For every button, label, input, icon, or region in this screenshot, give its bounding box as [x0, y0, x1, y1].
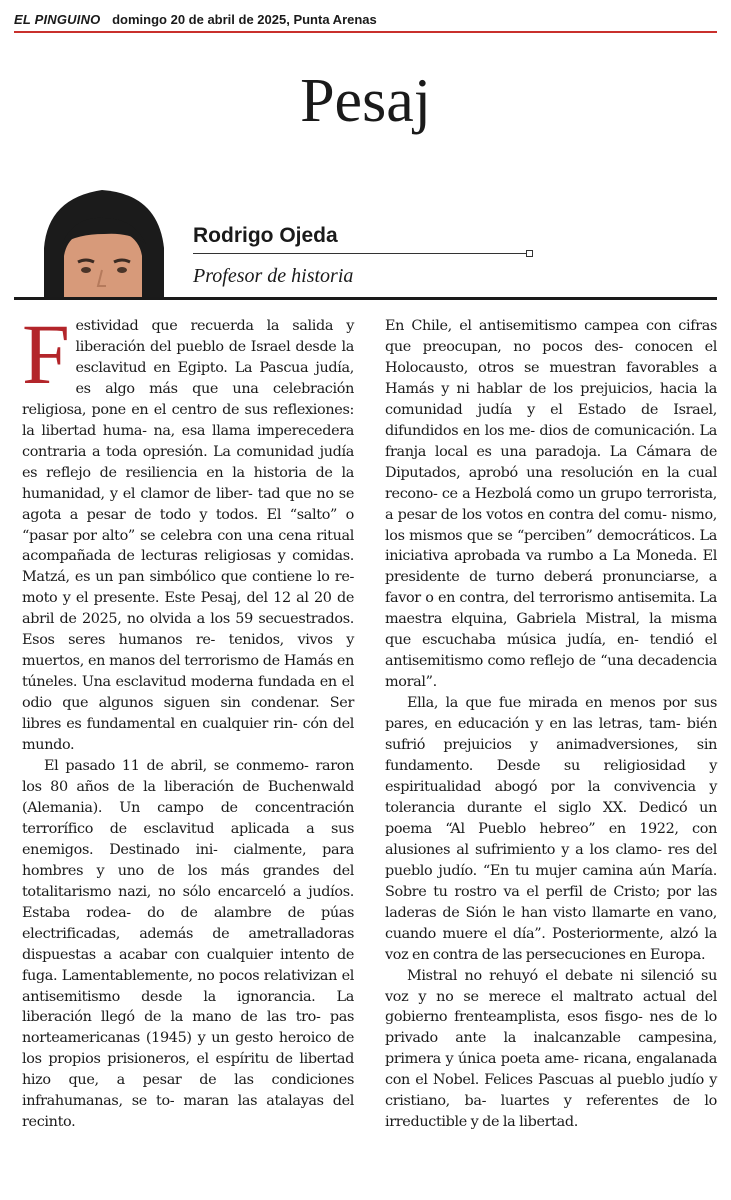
author-role: Profesor de historia [193, 265, 354, 287]
masthead-rule [14, 31, 717, 33]
article-paragraph: Mistral no rehuyó el debate ni silenció su voz y no se merece el maltrato actual del gobierno frenteamplista, esos fisgo- nes de lo privado ante la inalcanzable campesina, primera y única poeta ame- ricana, engalanada con el Nobel. Felices Pascuas al pueblo judío y cristiano, ba- luartes y referentes de lo irreductible y de la libertad. [385, 967, 717, 1131]
author-divider [193, 253, 527, 254]
dateline: domingo 20 de abril de 2025, Punta Arenas [112, 12, 377, 27]
article-paragraph: Ella, la que fue mirada en menos por sus pares, en educación y en las letras, tam- bién sufrió prejuicios y animadversiones, sin fundamento. Desde su religiosidad y espiritualidad abogó por la convivencia y tolerancia durante el siglo XX. Dedicó un poema “Al Pueblo hebreo” en 1922, con alusiones al sufrimiento y a los clamo- res del pueblo judío. “En tu mujer camina aún María. Sobre tu rostro va el perfil de Cristo; por las laderas de Sión le han visto llamarte en vano, cuando muere el día”. Posteriormente, alzó la voz en contra de las persecuciones en Europa. [385, 695, 717, 963]
newspaper-brand: EL PINGUINO [14, 12, 101, 27]
article-paragraph: El pasado 11 de abril, se conmemo- raron los 80 años de la liberación de Buchenwald (Alemania). Un campo de concentración terrorífico de esclavitud aplicada a sus enemigos. Destinado ini- cialmente, para hombres y uno de los más grandes del totalitarismo nazi, no sólo encarceló a judíos. Estaba rodea- do de alambre de púas electrificadas, además de ametralladoras dispuestas a acabar con cualquier intento de fuga. Lamentablemente, no pocos relativizan el antisemitismo desde la ignorancia. La liberación llegó de la mano de las tro- pas norteamericanas (1945) y un gesto heroico de los propios prisioneros, el espíritu de libertad hizo que, a pesar de las condiciones infrahumanas, se to- maran las atalayas del recinto. [22, 758, 354, 1131]
author-portrait [34, 178, 170, 298]
author-divider-end [526, 250, 533, 257]
paragraph-text: estividad que recuerda la salida y liberación del pueblo de Israel desde la esclavitud en Egipto. La Pascua judía, es algo más que una celebración religiosa, pone en el centro de sus reflexiones: la libertad huma- na, esa llama imperecedera contraria a toda opresión. La comunidad judía es reflejo de resiliencia en la historia de la humanidad, y el clamor de liber- tad que no se agota a pesar de todo y todos. El “salto” o “pasar por alto” se celebra con una cena ritual acompañada de lecturas religiosas y comidas. Matzá, es un pan simbólico que contiene lo re- moto y el presente. Este Pesaj, del 12 al 20 de abril de 2025, no olvida a los 59 secuestrados. Esos seres humanos re- tenidos, vivos y muertos, en manos del terrorismo de Hamás en túneles. Una esclavitud moderna fundada en el odio que algunos siguen sin condenar. Ser libres es fundamental en cualquier rin- cón del mundo. [22, 318, 354, 754]
header-rule [14, 297, 717, 300]
author-name: Rodrigo Ojeda [193, 224, 338, 247]
article-paragraph: En Chile, el antisemitismo campea con cifras que preocupan, no pocos des- conocen el Holocausto, otros se muestran favorables a Hamás y ni hablar de los prejuicios, hacia la comunidad judía y el Estado de Israel, difundidos en los me- dios de comunicación. La franja local es una paradoja. La Cámara de Diputados, aprobó una resolución en la cual recono- ce a Hezbolá como un grupo terrorista, a pesar de los votos en contra del comu- nismo, los mismos que se “perciben” democráticos. La iniciativa aprobada va rumbo a La Moneda. El presidente de turno deberá pronunciarse, a favor o en contra, del terrorismo antisemita. La maestra elquina, Gabriela Mistral, la misma que escuchaba música judía, en- tendió el antisemitismo como reflejo de “una decadencia moral”. [385, 318, 717, 691]
article-column-right [385, 316, 717, 1133]
article-paragraph [22, 306, 354, 756]
article-column-left [22, 306, 354, 1133]
article-title: Pesaj [300, 67, 431, 135]
drop-cap: F [22, 306, 70, 402]
masthead [14, 8, 717, 32]
